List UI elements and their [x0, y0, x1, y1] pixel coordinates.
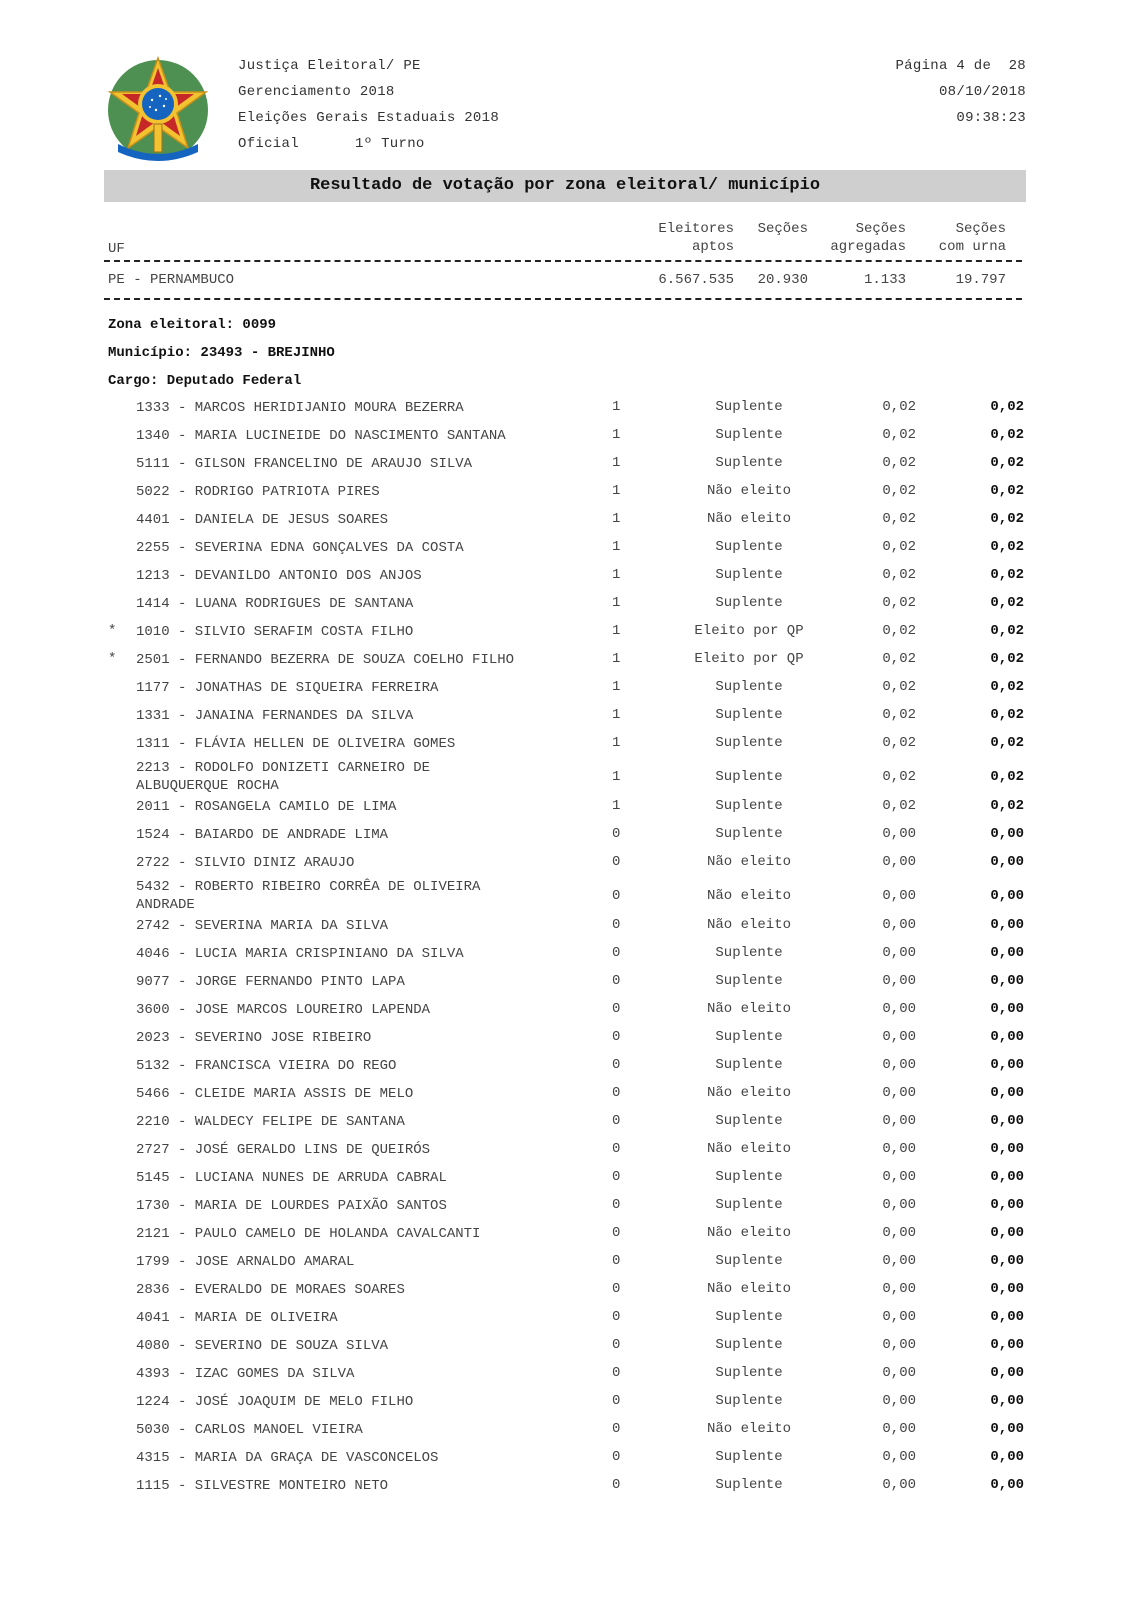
candidate-votes: 0 [612, 854, 621, 870]
state-uf: PE - PERNAMBUCO [108, 272, 235, 288]
candidate-name [136, 1141, 556, 1159]
candidate-pct-valid: 0,00 [882, 945, 916, 961]
candidate-name-line1: 2255 - SEVERINA EDNA GONÇALVES DA COSTA [136, 540, 464, 556]
candidate-pct-total: 0,02 [990, 595, 1024, 611]
candidate-pct-valid: 0,02 [882, 483, 916, 499]
candidate-name-line1: 5145 - LUCIANA NUNES DE ARRUDA CABRAL [136, 1170, 447, 1186]
state-eleitores: 6.567.535 [658, 272, 734, 288]
candidate-situation: Suplente [715, 399, 783, 415]
candidate-name-line1: 5132 - FRANCISCA VIEIRA DO REGO [136, 1058, 397, 1074]
candidate-pct-valid: 0,02 [882, 769, 916, 785]
candidate-name [136, 427, 556, 445]
candidate-name-line1: 1010 - SILVIO SERAFIM COSTA FILHO [136, 624, 414, 640]
candidate-situation: Suplente [715, 826, 783, 842]
candidate-votes: 0 [612, 826, 621, 842]
candidate-situation: Não eleito [706, 1141, 791, 1157]
candidate-votes: 0 [612, 1309, 621, 1325]
candidate-name-line1: 4046 - LUCIA MARIA CRISPINIANO DA SILVA [136, 946, 464, 962]
candidate-name [136, 1169, 556, 1187]
divider [104, 298, 1022, 300]
candidate-situation: Suplente [715, 1029, 783, 1045]
candidate-pct-total: 0,00 [990, 1253, 1024, 1269]
candidate-pct-valid: 0,00 [882, 1085, 916, 1101]
candidate-situation: Suplente [715, 427, 783, 443]
candidate-pct-valid: 0,02 [882, 623, 916, 639]
candidate-situation: Suplente [715, 1449, 783, 1465]
candidate-pct-total: 0,02 [990, 567, 1024, 583]
candidate-votes: 0 [612, 1197, 621, 1213]
candidate-situation: Suplente [715, 973, 783, 989]
candidate-pct-valid: 0,02 [882, 455, 916, 471]
candidate-name-line1: 1524 - BAIARDO DE ANDRADE LIMA [136, 827, 389, 843]
candidate-votes: 0 [612, 1449, 621, 1465]
candidate-name-line1: 5111 - GILSON FRANCELINO DE ARAUJO SILVA [136, 456, 473, 472]
candidate-name [136, 1421, 556, 1439]
candidate-name [136, 1197, 556, 1215]
candidate-votes: 1 [612, 483, 621, 499]
candidate-situation: Suplente [715, 1169, 783, 1185]
candidate-name-line1: 5030 - CARLOS MANOEL VIEIRA [136, 1422, 363, 1438]
col-com-urna-line1: Seções [955, 221, 1006, 237]
candidate-name-line1: 1799 - JOSE ARNALDO AMARAL [136, 1254, 355, 1270]
candidate-name [136, 1253, 556, 1271]
report-date: 08/10/2018 [938, 84, 1026, 100]
candidate-pct-valid: 0,02 [882, 798, 916, 814]
candidate-pct-valid: 0,02 [882, 511, 916, 527]
candidate-name [136, 1225, 556, 1243]
candidate-pct-valid: 0,02 [882, 707, 916, 723]
candidate-pct-valid: 0,02 [882, 399, 916, 415]
candidate-pct-valid: 0,00 [882, 1309, 916, 1325]
candidate-pct-total: 0,00 [990, 945, 1024, 961]
candidate-votes: 1 [612, 769, 621, 785]
candidate-pct-valid: 0,02 [882, 539, 916, 555]
candidate-votes: 0 [612, 1085, 621, 1101]
candidate-name-line2: ANDRADE [136, 897, 195, 913]
candidate-name [136, 1309, 556, 1327]
candidate-name [136, 483, 556, 501]
candidate-pct-total: 0,02 [990, 427, 1024, 443]
candidate-situation: Suplente [715, 769, 783, 785]
candidate-name [136, 735, 556, 753]
candidate-pct-valid: 0,02 [882, 679, 916, 695]
candidate-pct-total: 0,02 [990, 539, 1024, 555]
candidate-pct-valid: 0,00 [882, 1449, 916, 1465]
candidate-name-line1: 1115 - SILVESTRE MONTEIRO NETO [136, 1478, 389, 1494]
candidate-pct-valid: 0,00 [882, 1421, 916, 1437]
col-eleitores [630, 220, 734, 256]
candidate-name [136, 798, 556, 816]
col-agregadas [816, 220, 906, 256]
candidate-pct-total: 0,02 [990, 399, 1024, 415]
candidate-situation: Não eleito [706, 511, 791, 527]
candidate-pct-total: 0,00 [990, 917, 1024, 933]
candidate-pct-valid: 0,00 [882, 1337, 916, 1353]
candidate-pct-valid: 0,00 [882, 854, 916, 870]
col-secoes: Seções [757, 221, 808, 237]
col-com-urna [920, 220, 1006, 256]
candidate-pct-total: 0,02 [990, 707, 1024, 723]
candidate-situation: Suplente [715, 707, 783, 723]
candidate-situation: Não eleito [706, 1085, 791, 1101]
candidate-situation: Suplente [715, 455, 783, 471]
report-title: Resultado de votação por zona eleitoral/ município [104, 170, 1026, 202]
candidate-situation: Eleito por QP [694, 651, 804, 667]
candidate-pct-valid: 0,00 [882, 1281, 916, 1297]
candidate-name-line1: 5432 - ROBERTO RIBEIRO CORRÊA DE OLIVEIRA [136, 879, 481, 895]
candidate-pct-total: 0,00 [990, 1113, 1024, 1129]
candidate-name-line1: 2742 - SEVERINA MARIA DA SILVA [136, 918, 389, 934]
candidate-votes: 0 [612, 973, 621, 989]
divider [104, 260, 1022, 262]
candidate-pct-total: 0,00 [990, 1085, 1024, 1101]
municipio-label: Município: 23493 - BREJINHO [108, 345, 335, 361]
candidate-votes: 0 [612, 888, 621, 904]
candidate-name-line1: 5022 - RODRIGO PATRIOTA PIRES [136, 484, 380, 500]
col-agregadas-line1: Seções [855, 221, 906, 237]
candidate-pct-valid: 0,00 [882, 1057, 916, 1073]
candidate-situation: Não eleito [706, 917, 791, 933]
header-status: Oficial [238, 136, 299, 152]
candidate-name [136, 399, 556, 417]
candidate-pct-total: 0,02 [990, 455, 1024, 471]
candidate-situation: Não eleito [706, 483, 791, 499]
candidate-pct-total: 0,02 [990, 769, 1024, 785]
candidate-pct-valid: 0,00 [882, 1253, 916, 1269]
candidate-name-line1: 9077 - JORGE FERNANDO PINTO LAPA [136, 974, 405, 990]
candidate-name-line1: 2121 - PAULO CAMELO DE HOLANDA CAVALCANTI [136, 1226, 481, 1242]
candidate-situation: Suplente [715, 1337, 783, 1353]
col-agregadas-line2: agregadas [830, 239, 906, 255]
candidate-name [136, 567, 556, 585]
candidate-name [136, 1113, 556, 1131]
candidate-pct-total: 0,02 [990, 623, 1024, 639]
candidate-votes: 1 [612, 623, 621, 639]
candidate-pct-valid: 0,00 [882, 1001, 916, 1017]
candidate-votes: 1 [612, 427, 621, 443]
candidate-name-line2: ALBUQUERQUE ROCHA [136, 778, 279, 794]
candidate-pct-valid: 0,02 [882, 427, 916, 443]
candidate-name-line1: 1177 - JONATHAS DE SIQUEIRA FERREIRA [136, 680, 439, 696]
candidate-pct-valid: 0,00 [882, 826, 916, 842]
state-agregadas: 1.133 [863, 272, 906, 288]
candidate-situation: Suplente [715, 1113, 783, 1129]
candidate-pct-valid: 0,00 [882, 1197, 916, 1213]
candidate-pct-total: 0,00 [990, 854, 1024, 870]
candidate-name-line1: 4393 - IZAC GOMES DA SILVA [136, 1366, 355, 1382]
header-round: 1º Turno [355, 136, 425, 152]
candidate-situation: Não eleito [706, 1001, 791, 1017]
candidate-votes: 0 [612, 1393, 621, 1409]
candidate-votes: 0 [612, 1421, 621, 1437]
candidate-name [136, 973, 556, 991]
candidate-name [136, 455, 556, 473]
candidate-votes: 0 [612, 1001, 621, 1017]
candidate-name [136, 623, 556, 641]
cargo-label: Cargo: Deputado Federal [108, 373, 302, 389]
candidate-pct-total: 0,00 [990, 1197, 1024, 1213]
elected-marker: * [108, 623, 117, 639]
candidate-pct-valid: 0,00 [882, 1113, 916, 1129]
candidate-pct-total: 0,00 [990, 973, 1024, 989]
candidate-name-line1: 2023 - SEVERINO JOSE RIBEIRO [136, 1030, 372, 1046]
candidate-pct-valid: 0,02 [882, 567, 916, 583]
candidate-name [136, 679, 556, 697]
candidate-name [136, 1281, 556, 1299]
candidate-votes: 1 [612, 455, 621, 471]
candidate-name [136, 759, 556, 795]
candidate-name-line1: 3600 - JOSE MARCOS LOUREIRO LAPENDA [136, 1002, 431, 1018]
candidate-name-line1: 1730 - MARIA DE LOURDES PAIXÃO SANTOS [136, 1198, 447, 1214]
candidate-pct-total: 0,00 [990, 1309, 1024, 1325]
zona-label: Zona eleitoral: 0099 [108, 317, 277, 333]
candidate-name [136, 854, 556, 872]
candidate-votes: 1 [612, 567, 621, 583]
candidate-pct-total: 0,02 [990, 798, 1024, 814]
candidate-situation: Não eleito [706, 1225, 791, 1241]
candidate-situation: Suplente [715, 1253, 783, 1269]
candidate-votes: 0 [612, 945, 621, 961]
candidate-situation: Suplente [715, 1477, 783, 1493]
candidate-votes: 0 [612, 1477, 621, 1493]
candidate-situation: Suplente [715, 1057, 783, 1073]
candidate-pct-total: 0,00 [990, 1225, 1024, 1241]
report-time: 09:38:23 [956, 110, 1026, 126]
candidate-name [136, 595, 556, 613]
candidate-name [136, 539, 556, 557]
candidate-name [136, 1337, 556, 1355]
candidate-pct-total: 0,00 [990, 1281, 1024, 1297]
candidate-votes: 1 [612, 707, 621, 723]
candidate-name [136, 945, 556, 963]
candidate-name-line1: 2722 - SILVIO DINIZ ARAUJO [136, 855, 355, 871]
header-system: Gerenciamento 2018 [238, 84, 395, 100]
candidate-situation: Não eleito [706, 854, 791, 870]
candidate-pct-total: 0,00 [990, 1057, 1024, 1073]
candidate-situation: Suplente [715, 1393, 783, 1409]
candidate-name-line1: 4080 - SEVERINO DE SOUZA SILVA [136, 1338, 389, 1354]
candidate-pct-total: 0,00 [990, 1393, 1024, 1409]
candidate-votes: 1 [612, 595, 621, 611]
candidate-pct-valid: 0,00 [882, 888, 916, 904]
candidate-name-line1: 1224 - JOSÉ JOAQUIM DE MELO FILHO [136, 1394, 414, 1410]
candidate-name-line1: 1340 - MARIA LUCINEIDE DO NASCIMENTO SANTANA [136, 428, 506, 444]
candidate-pct-total: 0,02 [990, 735, 1024, 751]
candidate-pct-total: 0,02 [990, 679, 1024, 695]
candidate-situation: Suplente [715, 679, 783, 695]
candidate-votes: 1 [612, 399, 621, 415]
candidate-name-line1: 1311 - FLÁVIA HELLEN DE OLIVEIRA GOMES [136, 736, 456, 752]
candidate-votes: 0 [612, 1365, 621, 1381]
candidate-pct-valid: 0,00 [882, 917, 916, 933]
candidate-pct-total: 0,02 [990, 483, 1024, 499]
candidate-votes: 1 [612, 651, 621, 667]
candidate-situation: Suplente [715, 735, 783, 751]
header-org: Justiça Eleitoral/ PE [238, 58, 421, 74]
candidate-pct-total: 0,00 [990, 826, 1024, 842]
candidate-votes: 0 [612, 1141, 621, 1157]
candidate-pct-valid: 0,00 [882, 1393, 916, 1409]
candidate-pct-total: 0,00 [990, 1365, 1024, 1381]
candidate-name [136, 878, 556, 914]
candidate-name [136, 1057, 556, 1075]
candidate-pct-valid: 0,00 [882, 1029, 916, 1045]
candidate-name-line1: 4315 - MARIA DA GRAÇA DE VASCONCELOS [136, 1450, 439, 1466]
candidate-situation: Eleito por QP [694, 623, 804, 639]
candidate-pct-valid: 0,02 [882, 651, 916, 667]
candidate-situation: Não eleito [706, 1281, 791, 1297]
candidate-votes: 0 [612, 1225, 621, 1241]
col-com-urna-line2: com urna [938, 239, 1006, 255]
header-election: Eleições Gerais Estaduais 2018 [238, 110, 500, 126]
col-uf: UF [108, 241, 125, 257]
col-eleitores-line2: aptos [691, 239, 734, 255]
state-com-urna: 19.797 [955, 272, 1006, 288]
candidate-pct-total: 0,02 [990, 651, 1024, 667]
candidate-name [136, 651, 556, 669]
candidate-pct-valid: 0,02 [882, 595, 916, 611]
candidate-votes: 0 [612, 1057, 621, 1073]
brazil-coat-of-arms-icon [104, 52, 212, 164]
candidate-situation: Suplente [715, 1197, 783, 1213]
elected-marker: * [108, 651, 117, 667]
candidate-name-line1: 1414 - LUANA RODRIGUES DE SANTANA [136, 596, 414, 612]
candidate-situation: Suplente [715, 1309, 783, 1325]
candidate-name-line1: 5466 - CLEIDE MARIA ASSIS DE MELO [136, 1086, 414, 1102]
candidate-name [136, 1477, 556, 1495]
candidate-pct-total: 0,00 [990, 1001, 1024, 1017]
candidate-situation: Suplente [715, 1365, 783, 1381]
col-eleitores-line1: Eleitores [658, 221, 734, 237]
candidate-name-line1: 2011 - ROSANGELA CAMILO DE LIMA [136, 799, 397, 815]
candidate-votes: 0 [612, 1253, 621, 1269]
candidate-name-line1: 2501 - FERNANDO BEZERRA DE SOUZA COELHO FILHO [136, 652, 515, 668]
candidate-situation: Suplente [715, 567, 783, 583]
candidate-name [136, 511, 556, 529]
state-secoes: 20.930 [757, 272, 808, 288]
candidate-pct-valid: 0,00 [882, 1225, 916, 1241]
candidate-pct-total: 0,00 [990, 1421, 1024, 1437]
candidate-pct-total: 0,00 [990, 1449, 1024, 1465]
candidate-situation: Suplente [715, 595, 783, 611]
candidate-pct-total: 0,00 [990, 888, 1024, 904]
candidate-pct-total: 0,00 [990, 1141, 1024, 1157]
candidate-pct-total: 0,00 [990, 1169, 1024, 1185]
page-number: Página 4 de 28 [895, 58, 1026, 74]
candidate-name [136, 1365, 556, 1383]
candidate-name-line1: 2213 - RODOLFO DONIZETI CARNEIRO DE [136, 760, 431, 776]
candidate-situation: Não eleito [706, 1421, 791, 1437]
candidate-name-line1: 1331 - JANAINA FERNANDES DA SILVA [136, 708, 414, 724]
candidate-name [136, 1393, 556, 1411]
candidate-pct-total: 0,00 [990, 1029, 1024, 1045]
candidate-situation: Suplente [715, 798, 783, 814]
candidate-votes: 1 [612, 539, 621, 555]
candidate-votes: 0 [612, 1029, 621, 1045]
candidate-pct-total: 0,00 [990, 1477, 1024, 1493]
candidate-votes: 1 [612, 735, 621, 751]
candidate-votes: 0 [612, 1337, 621, 1353]
candidate-situation: Suplente [715, 945, 783, 961]
candidate-situation: Não eleito [706, 888, 791, 904]
candidate-votes: 1 [612, 798, 621, 814]
candidate-pct-total: 0,00 [990, 1337, 1024, 1353]
candidate-name [136, 826, 556, 844]
candidate-name-line1: 4041 - MARIA DE OLIVEIRA [136, 1310, 338, 1326]
candidate-votes: 0 [612, 1169, 621, 1185]
candidate-pct-valid: 0,00 [882, 1169, 916, 1185]
candidate-name-line1: 4401 - DANIELA DE JESUS SOARES [136, 512, 389, 528]
candidate-pct-valid: 0,00 [882, 1365, 916, 1381]
candidate-name-line1: 1213 - DEVANILDO ANTONIO DOS ANJOS [136, 568, 422, 584]
candidate-votes: 1 [612, 679, 621, 695]
candidate-pct-valid: 0,00 [882, 973, 916, 989]
candidate-situation: Suplente [715, 539, 783, 555]
candidate-votes: 1 [612, 511, 621, 527]
candidate-name [136, 1029, 556, 1047]
candidate-name [136, 707, 556, 725]
candidate-pct-valid: 0,02 [882, 735, 916, 751]
candidate-name-line1: 2210 - WALDECY FELIPE DE SANTANA [136, 1114, 405, 1130]
candidate-name-line1: 1333 - MARCOS HERIDIJANIO MOURA BEZERRA [136, 400, 464, 416]
candidate-name [136, 1449, 556, 1467]
candidate-pct-valid: 0,00 [882, 1141, 916, 1157]
candidate-name [136, 1001, 556, 1019]
candidate-votes: 0 [612, 917, 621, 933]
candidate-name-line1: 2727 - JOSÉ GERALDO LINS DE QUEIRÓS [136, 1142, 431, 1158]
candidate-name [136, 1085, 556, 1103]
candidate-votes: 0 [612, 1281, 621, 1297]
candidate-votes: 0 [612, 1113, 621, 1129]
candidate-name [136, 917, 556, 935]
candidate-pct-valid: 0,00 [882, 1477, 916, 1493]
candidate-pct-total: 0,02 [990, 511, 1024, 527]
candidate-name-line1: 2836 - EVERALDO DE MORAES SOARES [136, 1282, 405, 1298]
